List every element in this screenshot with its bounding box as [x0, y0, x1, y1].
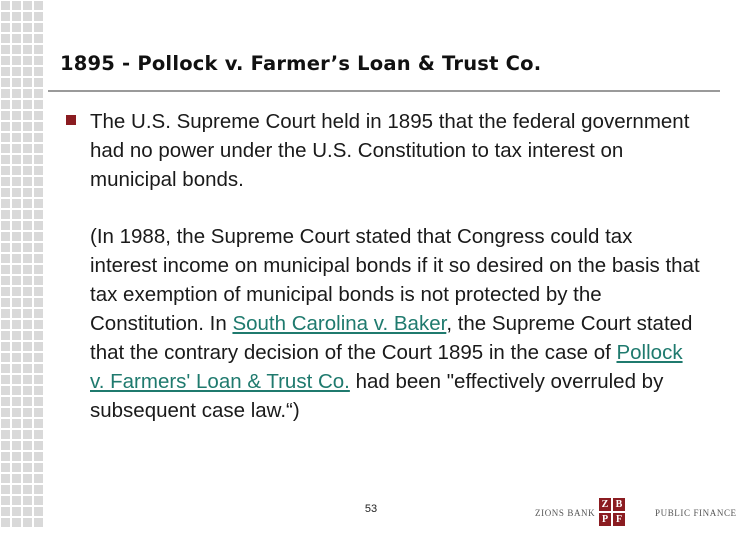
- grid-square: [23, 430, 32, 439]
- grid-square: [34, 342, 43, 351]
- grid-square: [34, 12, 43, 21]
- grid-square: [34, 23, 43, 32]
- grid-square: [1, 298, 10, 307]
- grid-square: [1, 199, 10, 208]
- grid-square: [12, 12, 21, 21]
- grid-square: [1, 23, 10, 32]
- grid-square: [1, 496, 10, 505]
- grid-square: [34, 199, 43, 208]
- grid-square: [23, 474, 32, 483]
- grid-square: [23, 243, 32, 252]
- grid-square: [12, 78, 21, 87]
- grid-square: [23, 276, 32, 285]
- logo-letter-z: Z: [599, 498, 611, 511]
- grid-square: [34, 144, 43, 153]
- grid-square: [23, 188, 32, 197]
- grid-square: [34, 507, 43, 516]
- grid-square: [12, 133, 21, 142]
- grid-square: [34, 78, 43, 87]
- grid-square: [23, 331, 32, 340]
- grid-square: [1, 144, 10, 153]
- grid-square: [23, 507, 32, 516]
- grid-square: [34, 397, 43, 406]
- grid-square: [1, 397, 10, 406]
- grid-square: [12, 474, 21, 483]
- grid-square: [1, 166, 10, 175]
- grid-square: [34, 221, 43, 230]
- grid-square: [34, 430, 43, 439]
- grid-square: [34, 309, 43, 318]
- grid-square: [23, 232, 32, 241]
- grid-square: [23, 485, 32, 494]
- grid-square: [12, 89, 21, 98]
- grid-square: [12, 122, 21, 131]
- grid-square: [23, 463, 32, 472]
- grid-square: [1, 507, 10, 516]
- grid-square: [34, 452, 43, 461]
- grid-square: [12, 23, 21, 32]
- grid-square: [23, 419, 32, 428]
- grid-square: [23, 166, 32, 175]
- grid-square: [12, 287, 21, 296]
- grid-square: [34, 111, 43, 120]
- grid-square: [12, 397, 21, 406]
- grid-square: [12, 1, 21, 10]
- grid-square: [34, 210, 43, 219]
- grid-square: [12, 331, 21, 340]
- grid-square: [1, 254, 10, 263]
- grid-square: [1, 353, 10, 362]
- grid-square: [12, 342, 21, 351]
- grid-square: [12, 265, 21, 274]
- grid-square: [1, 133, 10, 142]
- grid-square: [1, 34, 10, 43]
- grid-square: [12, 353, 21, 362]
- grid-square: [12, 177, 21, 186]
- grid-square: [1, 78, 10, 87]
- title-divider: [48, 90, 720, 92]
- grid-square: [12, 45, 21, 54]
- grid-square: [12, 100, 21, 109]
- grid-square: [23, 210, 32, 219]
- logo-text-zions-bank: ZIONS BANK: [535, 508, 596, 518]
- grid-square: [12, 221, 21, 230]
- grid-square: [1, 188, 10, 197]
- grid-square: [12, 254, 21, 263]
- grid-square: [23, 56, 32, 65]
- grid-square: [34, 485, 43, 494]
- grid-square: [23, 155, 32, 164]
- grid-square: [23, 100, 32, 109]
- grid-square: [1, 342, 10, 351]
- grid-square: [34, 375, 43, 384]
- grid-square: [12, 243, 21, 252]
- grid-square: [34, 243, 43, 252]
- grid-square: [23, 177, 32, 186]
- paragraph-text-1: (In 1988, the Supreme Court stated that Congress could tax interest income on municipal bonds if it so desired on the basis that tax exemption of municipal bonds is not protected by the Constitution. In: [90, 225, 700, 335]
- grid-square: [34, 122, 43, 131]
- grid-square: [12, 166, 21, 175]
- grid-square: [34, 45, 43, 54]
- grid-square: [34, 89, 43, 98]
- grid-square: [23, 452, 32, 461]
- grid-square: [1, 45, 10, 54]
- grid-square: [23, 12, 32, 21]
- grid-square: [12, 320, 21, 329]
- grid-square: [34, 1, 43, 10]
- grid-square: [23, 254, 32, 263]
- grid-square: [1, 67, 10, 76]
- bullet-text: The U.S. Supreme Court held in 1895 that the federal government had no power under the U.S. Constitution to tax interest on municipal bonds.: [90, 110, 690, 191]
- grid-square: [23, 386, 32, 395]
- grid-square: [1, 1, 10, 10]
- grid-square: [1, 243, 10, 252]
- case-link-south-carolina-v-baker[interactable]: South Carolina v. Baker: [232, 312, 447, 335]
- grid-square: [23, 122, 32, 131]
- grid-square: [12, 210, 21, 219]
- grid-square: [1, 177, 10, 186]
- grid-square: [23, 34, 32, 43]
- grid-square: [12, 144, 21, 153]
- logo-letter-p: P: [599, 513, 611, 526]
- grid-square: [34, 34, 43, 43]
- grid-square: [12, 309, 21, 318]
- grid-square: [23, 364, 32, 373]
- grid-square: [34, 298, 43, 307]
- grid-square: [12, 34, 21, 43]
- grid-square: [12, 199, 21, 208]
- grid-square: [34, 232, 43, 241]
- grid-square: [34, 353, 43, 362]
- grid-square: [1, 210, 10, 219]
- grid-square: [12, 419, 21, 428]
- grid-square: [1, 375, 10, 384]
- grid-square: [34, 276, 43, 285]
- grid-square: [23, 408, 32, 417]
- grid-square: [23, 265, 32, 274]
- grid-square: [12, 518, 21, 527]
- grid-square: [12, 276, 21, 285]
- grid-square: [23, 353, 32, 362]
- grid-square: [23, 78, 32, 87]
- grid-square: [34, 518, 43, 527]
- grid-square: [34, 441, 43, 450]
- grid-square: [1, 331, 10, 340]
- grid-square: [12, 375, 21, 384]
- grid-square: [12, 232, 21, 241]
- paragraph-text-2: , the Supreme Court stated that the contrary decision of the Court 1895 in the case of: [90, 312, 693, 364]
- grid-square: [1, 441, 10, 450]
- grid-square: [23, 298, 32, 307]
- grid-square: [1, 386, 10, 395]
- grid-square: [12, 430, 21, 439]
- grid-square: [12, 111, 21, 120]
- grid-square: [1, 309, 10, 318]
- grid-square: [34, 320, 43, 329]
- grid-square: [23, 375, 32, 384]
- grid-square: [23, 67, 32, 76]
- grid-square: [12, 452, 21, 461]
- grid-square: [34, 56, 43, 65]
- grid-square: [23, 199, 32, 208]
- grid-square: [1, 452, 10, 461]
- grid-square: [23, 23, 32, 32]
- grid-square: [12, 441, 21, 450]
- grid-square: [1, 485, 10, 494]
- grid-square: [34, 265, 43, 274]
- grid-square: [23, 221, 32, 230]
- grid-square: [23, 144, 32, 153]
- paragraph-text-3: had been "effectively overruled by subsequent case law.“): [90, 370, 664, 422]
- grid-square: [1, 463, 10, 472]
- grid-square: [12, 496, 21, 505]
- logo-text-public-finance: PUBLIC FINANCE: [655, 508, 737, 518]
- grid-square: [12, 56, 21, 65]
- supplementary-paragraph: [90, 222, 700, 425]
- logo-letter-f: F: [613, 513, 625, 526]
- grid-square: [23, 1, 32, 10]
- grid-square: [34, 287, 43, 296]
- grid-square: [34, 419, 43, 428]
- square-bullet-icon: [66, 115, 76, 125]
- grid-square: [23, 133, 32, 142]
- decorative-grid-strip: [0, 0, 48, 540]
- grid-square: [12, 364, 21, 373]
- grid-square: [12, 463, 21, 472]
- grid-square: [12, 507, 21, 516]
- grid-square: [23, 89, 32, 98]
- grid-square: [1, 122, 10, 131]
- logo-letter-b: B: [613, 498, 625, 511]
- grid-square: [34, 331, 43, 340]
- grid-square: [23, 45, 32, 54]
- grid-square: [34, 155, 43, 164]
- grid-square: [34, 67, 43, 76]
- grid-square: [34, 386, 43, 395]
- grid-square: [34, 463, 43, 472]
- case-link-pollock-v-farmers[interactable]: Pollock v. Farmers' Loan & Trust Co.: [90, 341, 683, 393]
- grid-square: [1, 100, 10, 109]
- grid-square: [1, 287, 10, 296]
- grid-square: [1, 111, 10, 120]
- grid-square: [12, 408, 21, 417]
- grid-square: [1, 265, 10, 274]
- grid-square: [34, 133, 43, 142]
- grid-square: [23, 397, 32, 406]
- grid-square: [34, 364, 43, 373]
- grid-square: [12, 298, 21, 307]
- grid-square: [12, 155, 21, 164]
- grid-square: [34, 254, 43, 263]
- grid-square: [1, 276, 10, 285]
- page-number: 53: [364, 503, 378, 515]
- grid-square: [34, 100, 43, 109]
- grid-square: [1, 232, 10, 241]
- grid-square: [23, 320, 32, 329]
- grid-square: [1, 320, 10, 329]
- grid-square: [23, 309, 32, 318]
- grid-square: [1, 518, 10, 527]
- grid-square: [1, 430, 10, 439]
- grid-square: [1, 221, 10, 230]
- grid-square: [23, 518, 32, 527]
- grid-square: [1, 89, 10, 98]
- grid-square: [1, 364, 10, 373]
- grid-square: [23, 342, 32, 351]
- grid-square: [1, 155, 10, 164]
- slide-title: 1895 - Pollock v. Farmer’s Loan & Trust Co.: [60, 52, 542, 75]
- grid-square: [1, 419, 10, 428]
- grid-square: [23, 441, 32, 450]
- grid-square: [34, 177, 43, 186]
- grid-square: [12, 485, 21, 494]
- grid-square: [1, 408, 10, 417]
- grid-square: [12, 188, 21, 197]
- grid-square: [1, 474, 10, 483]
- grid-square: [34, 188, 43, 197]
- grid-square: [1, 12, 10, 21]
- grid-square: [34, 474, 43, 483]
- grid-square: [23, 496, 32, 505]
- grid-square: [1, 56, 10, 65]
- grid-square: [23, 111, 32, 120]
- grid-square: [12, 386, 21, 395]
- grid-square: [34, 166, 43, 175]
- grid-square: [34, 496, 43, 505]
- grid-square: [34, 408, 43, 417]
- grid-square: [23, 287, 32, 296]
- grid-square: [12, 67, 21, 76]
